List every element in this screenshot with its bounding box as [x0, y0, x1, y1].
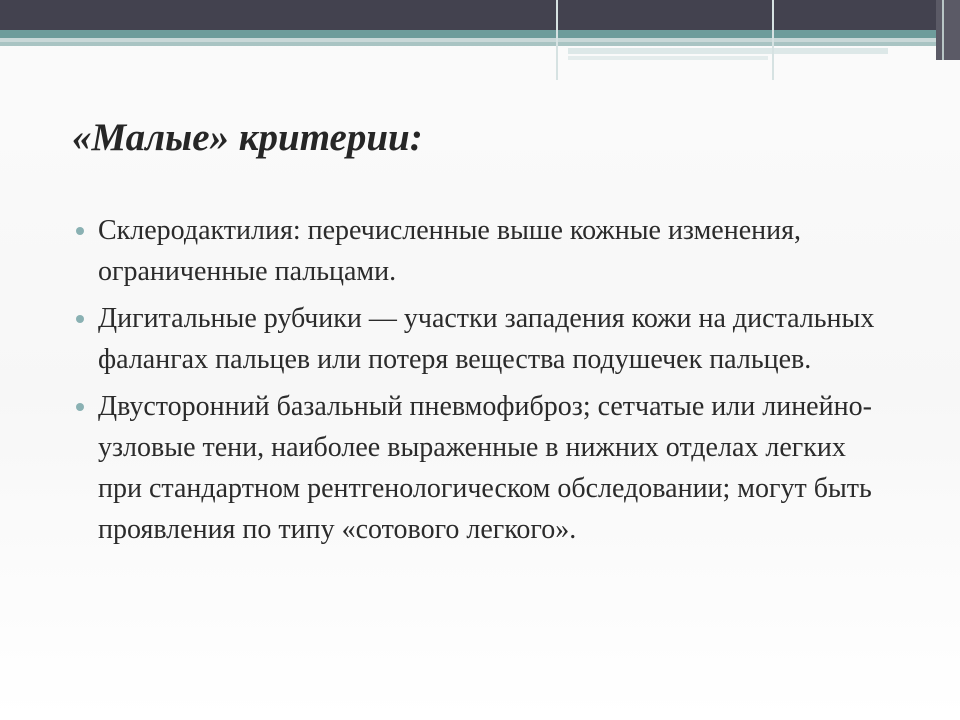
list-item	[72, 386, 892, 550]
list-item	[72, 210, 892, 292]
list-item	[72, 298, 892, 380]
bullet-text: Склеродактилия: перечисленные выше кожные изменения, ограниченные пальцами.	[98, 215, 801, 287]
decorative-stripe	[568, 48, 888, 54]
slide-title: «Малые» критерии:	[72, 116, 423, 159]
bullet-icon	[76, 227, 84, 235]
bullet-text: Двусторонний базальный пневмофиброз; сетчатые или линейно-узловые тени, наиболее выраженные в нижних отделах легких при стандартном рентгенологическом обследовании; могут быть проявления по типу «сотового легкого».	[98, 391, 872, 545]
header-band	[0, 0, 960, 30]
decorative-stripe	[568, 56, 768, 60]
bullet-text: Дигитальные рубчики — участки западения кожи на дистальных фалангах пальцев или потеря вещества подушечек пальцев.	[98, 303, 875, 375]
bullet-list	[72, 210, 892, 556]
corner-decoration	[936, 0, 960, 60]
bullet-icon	[76, 403, 84, 411]
header-light-stripe-2	[0, 42, 960, 46]
header-accent-stripe	[0, 30, 960, 38]
bullet-icon	[76, 315, 84, 323]
decorative-line	[772, 0, 774, 80]
decorative-line	[556, 0, 558, 80]
